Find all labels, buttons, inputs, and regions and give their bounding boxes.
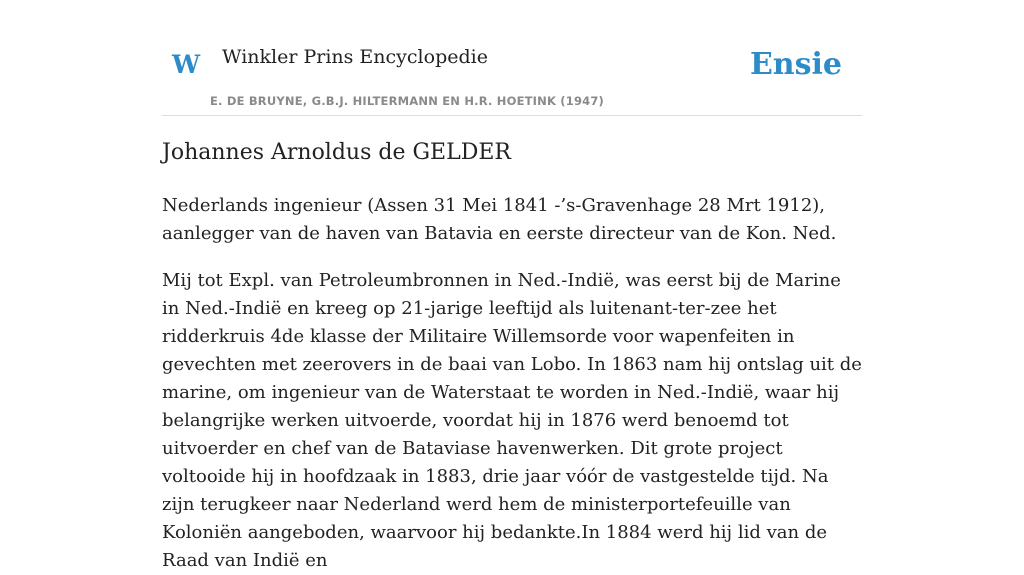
article-paragraph-2: Mij tot Expl. van Petroleumbronnen in Ned.-Indië, was eerst bij de Marine in Ned.-Indië en kreeg op 21-jarige leeftijd als luitenant-ter-zee het ridderkruis 4de klasse der Militaire Willemsorde voor wapenfeiten in gevechten met zeerovers in de baai van Lobo. In 1863 nam hij ontslag uit de marine, om ingenieur van de Waterstaat te worden in Ned.-Indië, waar hij belangrijke werken uitvoerde, voordat hij in 1876 werd benoemd tot uitvoerder en chef van de Bataviase havenwerken. Dit grote project voltooide hij in hoofdzaak in 1883, drie jaar vóór de vastgestelde tijd. Na zijn terugkeer naar Nederland werd hem de ministerportefeuille van Koloniën aangeboden, waarvoor hij bedankte.In 1884 werd hij lid van de Raad van Indië en <box>162 270 862 571</box>
source-authors: E. DE BRUYNE, G.B.J. HILTERMANN EN H.R. HOETINK (1947) <box>210 94 605 108</box>
page-content <box>162 0 862 571</box>
source-header <box>162 0 862 116</box>
article-paragraph-1: Nederlands ingenieur (Assen 31 Mei 1841 -’s-Gravenhage 28 Mrt 1912), aanlegger van de haven van Batavia en eerste directeur van de Kon. Ned. <box>162 195 837 244</box>
winkler-prins-logo[interactable]: W <box>172 50 201 79</box>
source-title[interactable]: Winkler Prins Encyclopedie <box>222 46 488 68</box>
article-title: Johannes Arnoldus de GELDER <box>162 140 511 165</box>
ensie-brand-link[interactable]: Ensie <box>749 47 842 82</box>
